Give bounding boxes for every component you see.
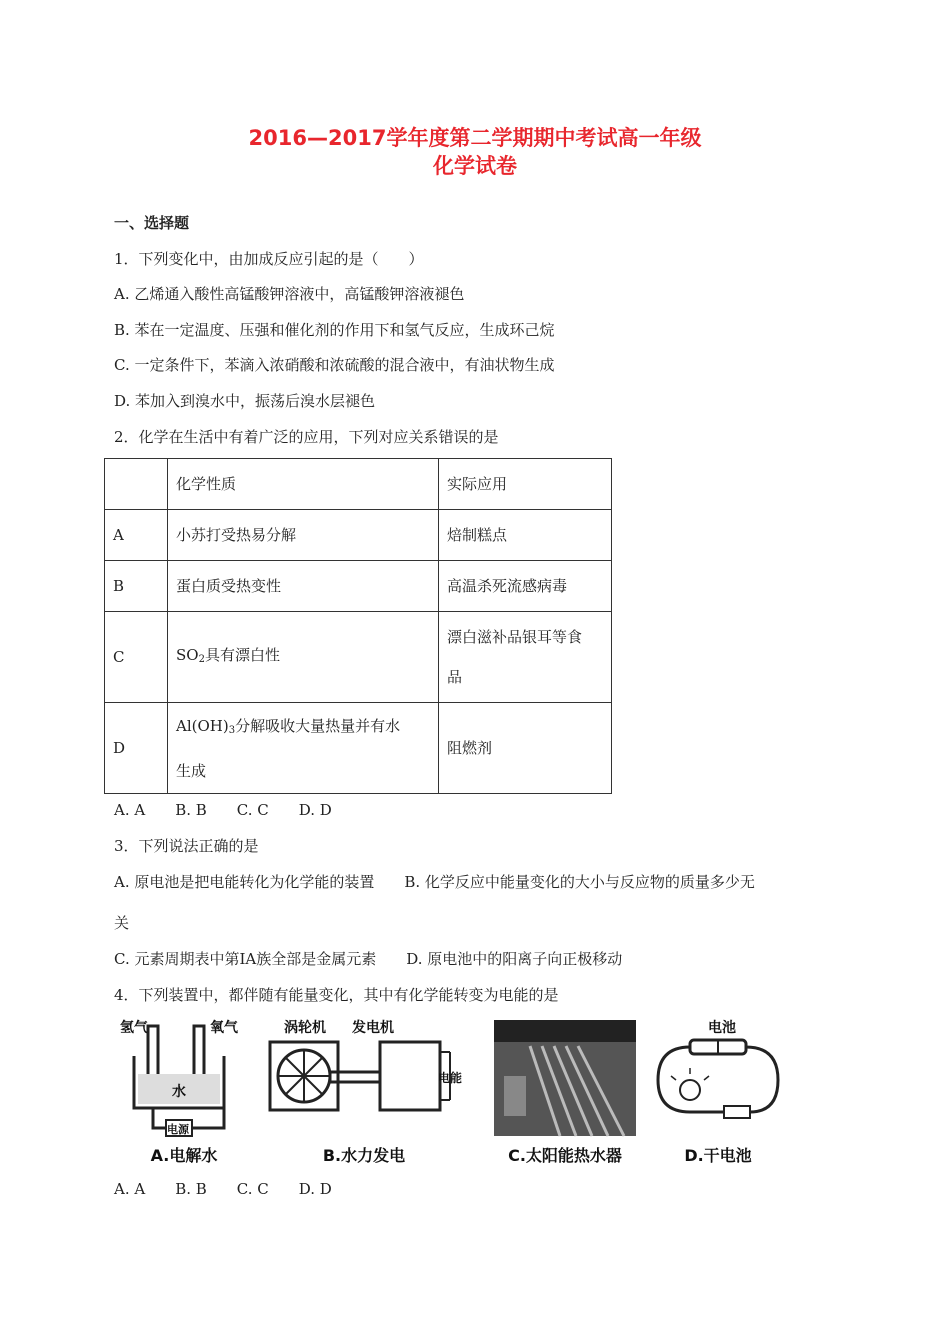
property-text: 具有漂白性 <box>204 645 280 664</box>
label-oxygen: 氧气 <box>210 1020 238 1036</box>
table-cell-application: 焙制糕点 <box>439 510 612 561</box>
q3-options-ab-continued: 关 <box>114 914 130 932</box>
table-header-row <box>105 459 612 510</box>
property-line <box>176 706 430 751</box>
q1-stem: 1．下列变化中，由加成反应引起的是（ ） <box>114 250 424 268</box>
table-cell-property: 蛋白质受热变性 <box>168 561 439 612</box>
formula-subscript: 2 <box>198 653 205 665</box>
table-cell-property <box>168 703 439 794</box>
section-heading: 一、选择题 <box>114 214 190 232</box>
property-text: 分解吸收大量热量并有水 <box>235 716 401 735</box>
table-cell-application: 阻燃剂 <box>439 703 612 794</box>
table-cell-property: 小苏打受热易分解 <box>168 510 439 561</box>
q4-figures <box>114 1016 786 1168</box>
property-line: 生成 <box>176 761 207 780</box>
caption-solar-heater: C.太阳能热水器 <box>508 1146 622 1165</box>
label-hydrogen: 氢气 <box>120 1020 148 1036</box>
q2-answer-choices: A. A B. B C. C D. D <box>114 801 332 819</box>
q1-option-d: D. 苯加入到溴水中，振荡后溴水层褪色 <box>114 392 376 410</box>
electrolysis-diagram <box>114 1016 254 1144</box>
table-cell-label: D <box>105 703 168 794</box>
label-power-supply: 电源 <box>167 1123 189 1136</box>
table-cell-label: A <box>105 510 168 561</box>
q3-options-ab: A. 原电池是把电能转化为化学能的装置 B. 化学反应中能量变化的大小与反应物的质量多少无 <box>114 873 755 891</box>
caption-hydropower: B.水力发电 <box>322 1146 406 1165</box>
q4-answer-choices: A. A B. B C. C D. D <box>114 1180 332 1198</box>
formula-text: Al(OH) <box>176 716 229 735</box>
table-cell-application <box>439 612 612 703</box>
table-row <box>105 703 612 794</box>
q2-stem: 2．化学在生活中有着广泛的应用，下列对应关系错误的是 <box>114 428 499 446</box>
q4-stem: 4．下列装置中，都伴随有能量变化，其中有化学能转变为电能的是 <box>114 986 559 1004</box>
q3-stem: 3．下列说法正确的是 <box>114 837 259 855</box>
solar-heater-photo <box>490 1016 640 1140</box>
light-rays <box>671 1068 709 1080</box>
table-cell-application: 高温杀死流感病毒 <box>439 561 612 612</box>
hydropower-diagram <box>264 1016 464 1144</box>
table-row <box>105 561 612 612</box>
q2-table <box>104 458 612 794</box>
photo-sky <box>494 1020 636 1042</box>
label-electric-energy: 电能 <box>438 1071 463 1085</box>
battery-circuit-diagram <box>650 1016 786 1140</box>
table-header-cell: 实际应用 <box>439 459 612 510</box>
generator-box <box>380 1042 440 1110</box>
label-water: 水 <box>172 1084 186 1100</box>
formula-text: SO <box>176 645 199 664</box>
light-bulb-icon <box>680 1080 700 1100</box>
switch <box>724 1106 750 1118</box>
table-row <box>105 612 612 703</box>
exam-title: 2016—2017学年度第二学期期中考试高一年级 <box>248 126 702 150</box>
q1-option-b: B. 苯在一定温度、压强和催化剂的作用下和氢气反应，生成环己烷 <box>114 321 555 339</box>
table-cell-property <box>168 612 439 703</box>
label-generator: 发电机 <box>352 1020 394 1036</box>
application-line: 品 <box>447 668 463 686</box>
photo-building <box>504 1076 526 1116</box>
q1-option-a: A. 乙烯通入酸性高锰酸钾溶液中，高锰酸钾溶液褪色 <box>114 285 465 303</box>
caption-dry-battery: D.干电池 <box>684 1146 752 1165</box>
table-cell-label: C <box>105 612 168 703</box>
label-battery: 电池 <box>708 1020 736 1036</box>
q1-option-c: C. 一定条件下，苯滴入浓硝酸和浓硫酸的混合液中，有油状物生成 <box>114 356 555 374</box>
figure-hydropower <box>264 1016 464 1168</box>
table-header-cell <box>105 459 168 510</box>
q3-options-cd: C. 元素周期表中第ⅠA族全部是金属元素 D. 原电池中的阳离子向正极移动 <box>114 950 623 968</box>
application-line: 漂白滋补品银耳等食 <box>447 628 583 646</box>
figure-dry-battery <box>650 1016 786 1168</box>
formula-subscript: 3 <box>228 724 236 736</box>
caption-electrolysis: A.电解水 <box>150 1146 218 1165</box>
table-row <box>105 510 612 561</box>
figure-electrolysis <box>114 1016 254 1168</box>
label-turbine: 涡轮机 <box>284 1020 326 1036</box>
table-header-cell: 化学性质 <box>168 459 439 510</box>
exam-subtitle: 化学试卷 <box>433 154 517 178</box>
table-cell-label: B <box>105 561 168 612</box>
figure-solar-heater <box>490 1016 640 1168</box>
